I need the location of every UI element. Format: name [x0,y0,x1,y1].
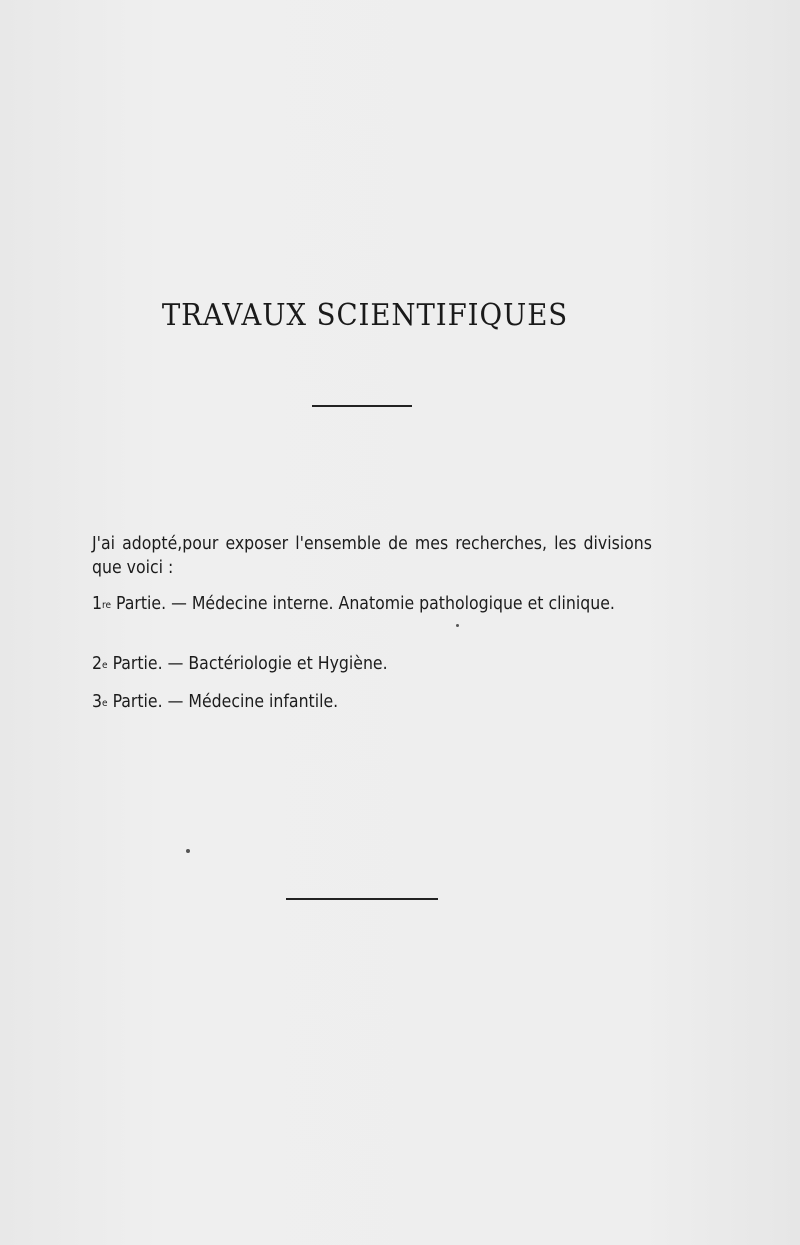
ink-speck [186,849,190,853]
part-1-paragraph [92,592,652,616]
part-1-suffix: re [102,600,112,611]
part-3-word: Partie. [112,692,163,712]
part-1-word: Partie. [116,594,167,614]
part-1-text: — Médecine interne. Anatomie pathologique et clinique. [166,594,615,614]
intro-paragraph: J'ai adopté,pour exposer l'ensemble de mes recherches, les divisions que voici : [92,534,652,578]
part-2-suffix: e [102,660,108,671]
bottom-divider [286,898,438,900]
part-1-number: 1 [92,594,103,614]
part-2-text: — Bactériologie et Hygiène. [162,654,388,674]
page-title: TRAVAUX SCIENTIFIQUES [161,298,569,333]
part-2-paragraph [92,652,652,676]
part-1-label [92,594,166,614]
ink-speck [456,624,459,627]
part-2-word: Partie. [112,654,163,674]
part-3-label [92,692,163,712]
part-3-suffix: e [102,698,108,709]
part-2-label [92,654,163,674]
part-3-number: 3 [92,692,103,712]
top-divider [312,405,412,407]
part-3-text: — Médecine infantile. [162,692,339,712]
part-2-number: 2 [92,654,103,674]
part-3-paragraph [92,690,652,714]
